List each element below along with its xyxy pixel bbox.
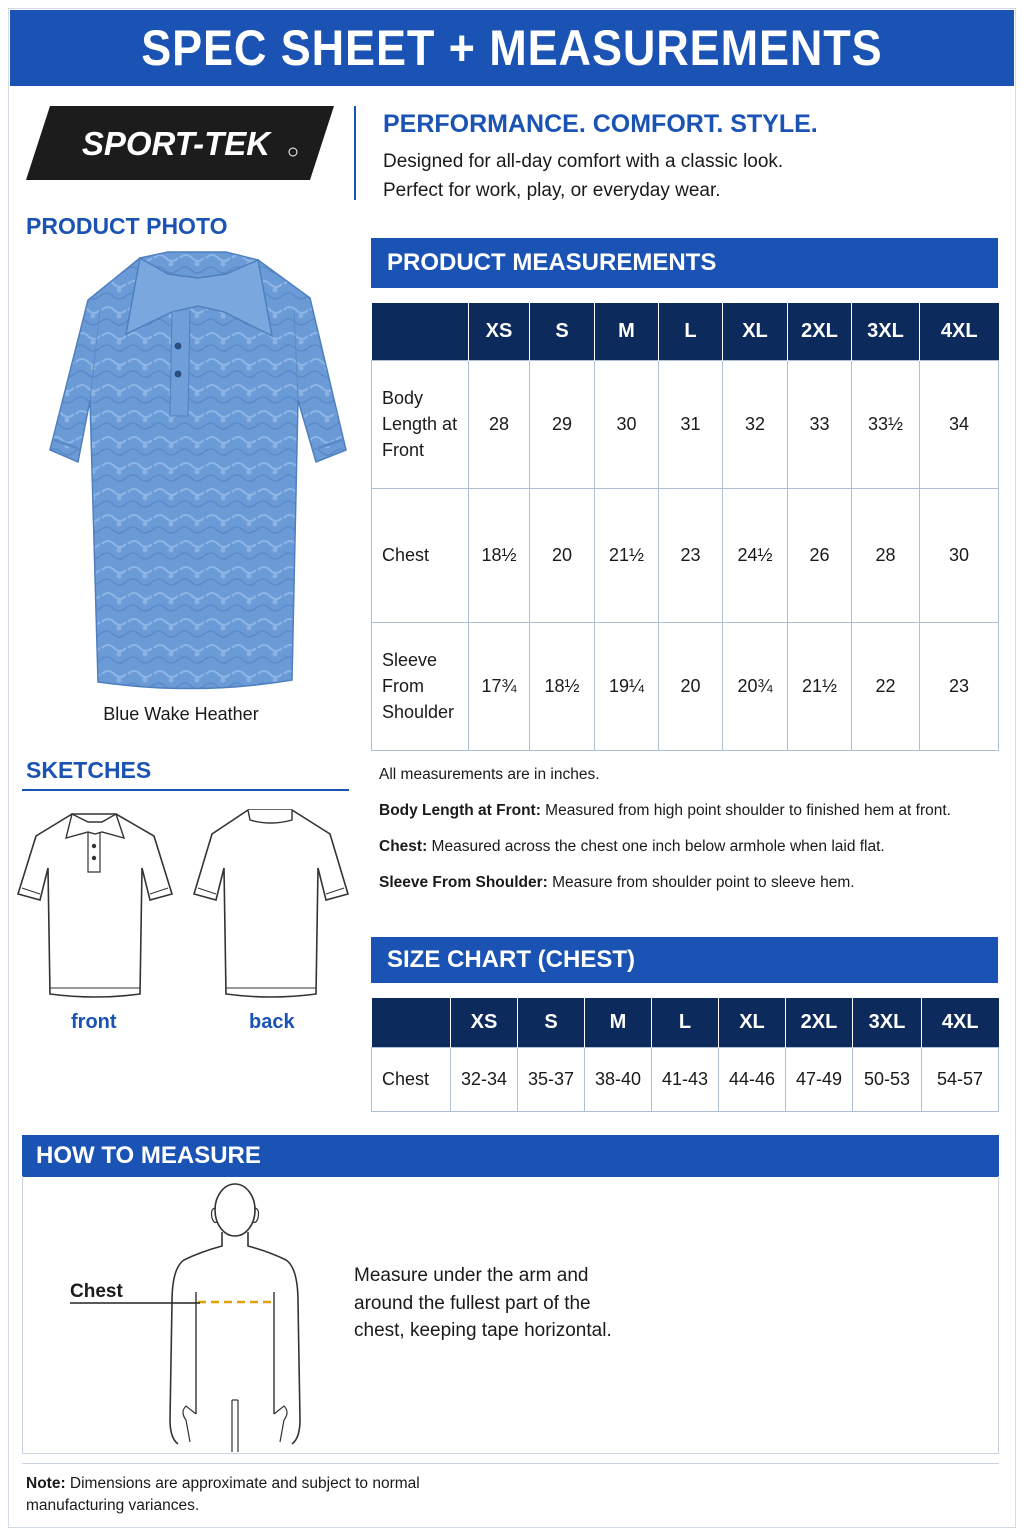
- back-label: back: [249, 1011, 295, 1033]
- table-cell: 22: [852, 622, 920, 750]
- description: [383, 147, 783, 205]
- table-cell: 38-40: [585, 1047, 652, 1111]
- table-cell: 23: [659, 488, 723, 622]
- table-row: [372, 622, 999, 750]
- product-photo-title: PRODUCT PHOTO: [26, 213, 228, 239]
- row-label: Sleeve From Shoulder: [372, 622, 469, 750]
- table-cell: 47-49: [786, 1047, 853, 1111]
- vertical-divider: [354, 106, 356, 200]
- size-header: 3XL: [852, 303, 920, 360]
- table-row: [372, 488, 999, 622]
- table-cell: 32-34: [451, 1047, 518, 1111]
- size-header: L: [652, 998, 719, 1047]
- tagline: PERFORMANCE. COMFORT. STYLE.: [383, 110, 818, 138]
- size-chart-table: [371, 998, 999, 1112]
- how-to-line: chest, keeping tape horizontal.: [354, 1320, 612, 1341]
- sport-tek-logo: [26, 106, 334, 180]
- description-line: Perfect for work, play, or everyday wear.: [383, 180, 721, 201]
- polo-shirt-photo: [48, 250, 348, 694]
- table-cell: 32: [723, 360, 788, 488]
- page-title: SPEC SHEET + MEASUREMENTS: [141, 20, 883, 76]
- table-cell: 17¾: [469, 622, 530, 750]
- table-cell: 35-37: [518, 1047, 585, 1111]
- size-header: M: [585, 998, 652, 1047]
- size-header: XS: [451, 998, 518, 1047]
- size-chart-bar: [371, 937, 998, 983]
- how-to-line: around the fullest part of the: [354, 1292, 591, 1314]
- table-cell: 18½: [530, 622, 595, 750]
- logo-text: SPORT-TEK: [81, 125, 271, 162]
- product-measurements-title: PRODUCT MEASUREMENTS: [387, 249, 717, 276]
- size-header: 2XL: [788, 303, 852, 360]
- table-cell: 20: [530, 488, 595, 622]
- table-row: [372, 360, 999, 488]
- table-cell: 23: [920, 622, 999, 750]
- size-header: XL: [719, 998, 786, 1047]
- row-label: Body Length at Front: [372, 360, 469, 488]
- front-sketch-icon: [16, 808, 174, 1000]
- corner-cell: [372, 998, 451, 1047]
- photo-caption: Blue Wake Heather: [103, 704, 259, 724]
- size-header: 4XL: [922, 998, 999, 1047]
- units-note: All measurements are in inches.: [379, 766, 600, 783]
- size-header: S: [530, 303, 595, 360]
- row-label: Chest: [372, 1047, 451, 1111]
- size-header: XL: [723, 303, 788, 360]
- table-cell: 24½: [723, 488, 788, 622]
- description-line: Designed for all-day comfort with a classic look.: [383, 151, 784, 172]
- title-banner: [10, 10, 1014, 86]
- how-to-measure-title: HOW TO MEASURE: [36, 1142, 261, 1169]
- table-cell: 34: [920, 360, 999, 488]
- table-cell: 31: [659, 360, 723, 488]
- measurement-notes: [379, 766, 951, 910]
- back-sketch-icon: [192, 808, 350, 1000]
- table-cell: 41-43: [652, 1047, 719, 1111]
- sketches-title: SKETCHES: [26, 757, 152, 783]
- note-item: Sleeve From Shoulder: Measure from shoulder point to sleeve hem.: [379, 874, 855, 891]
- size-header: XS: [469, 303, 530, 360]
- table-cell: 33½: [852, 360, 920, 488]
- size-header: L: [659, 303, 723, 360]
- table-cell: 20: [659, 622, 723, 750]
- footer-rule: [22, 1463, 999, 1464]
- table-cell: 29: [530, 360, 595, 488]
- table-cell: 18½: [469, 488, 530, 622]
- size-header: 2XL: [786, 998, 853, 1047]
- note-item: Chest: Measured across the chest one inch below armhole when laid flat.: [379, 838, 885, 855]
- body-figure-icon: [160, 1182, 310, 1452]
- sketches-rule: [22, 789, 349, 791]
- note-label: Note:: [26, 1475, 66, 1492]
- corner-cell: [372, 303, 469, 360]
- table-cell: 28: [469, 360, 530, 488]
- how-to-measure-bar: [22, 1135, 999, 1177]
- table-cell: 20¾: [723, 622, 788, 750]
- front-label: front: [71, 1011, 117, 1033]
- table-cell: 50-53: [853, 1047, 922, 1111]
- note-text: manufacturing variances.: [26, 1497, 200, 1514]
- size-header: 3XL: [853, 998, 922, 1047]
- how-to-line: Measure under the arm and: [354, 1265, 589, 1286]
- row-label: Chest: [372, 488, 469, 622]
- how-to-measure-text: [354, 1262, 612, 1345]
- table-cell: 30: [920, 488, 999, 622]
- table-cell: 28: [852, 488, 920, 622]
- size-header: 4XL: [920, 303, 999, 360]
- table-cell: 26: [788, 488, 852, 622]
- table-cell: 21½: [595, 488, 659, 622]
- note-item: Body Length at Front: Measured from high point shoulder to finished hem at front.: [379, 802, 951, 819]
- size-header: M: [595, 303, 659, 360]
- measurements-header-row: [372, 303, 999, 360]
- table-cell: 21½: [788, 622, 852, 750]
- table-cell: 19¼: [595, 622, 659, 750]
- product-measurements-bar: [371, 238, 998, 288]
- table-cell: 44-46: [719, 1047, 786, 1111]
- chest-label: Chest: [70, 1281, 123, 1302]
- size-header: S: [518, 998, 585, 1047]
- table-cell: 54-57: [922, 1047, 999, 1111]
- table-row: [372, 1047, 999, 1111]
- table-cell: 30: [595, 360, 659, 488]
- footer-note: [26, 1473, 420, 1517]
- measurements-table: [371, 303, 999, 751]
- note-text: Dimensions are approximate and subject to normal: [65, 1475, 420, 1492]
- size-chart-title: SIZE CHART (CHEST): [387, 946, 635, 973]
- size-chart-header-row: [372, 998, 999, 1047]
- table-cell: 33: [788, 360, 852, 488]
